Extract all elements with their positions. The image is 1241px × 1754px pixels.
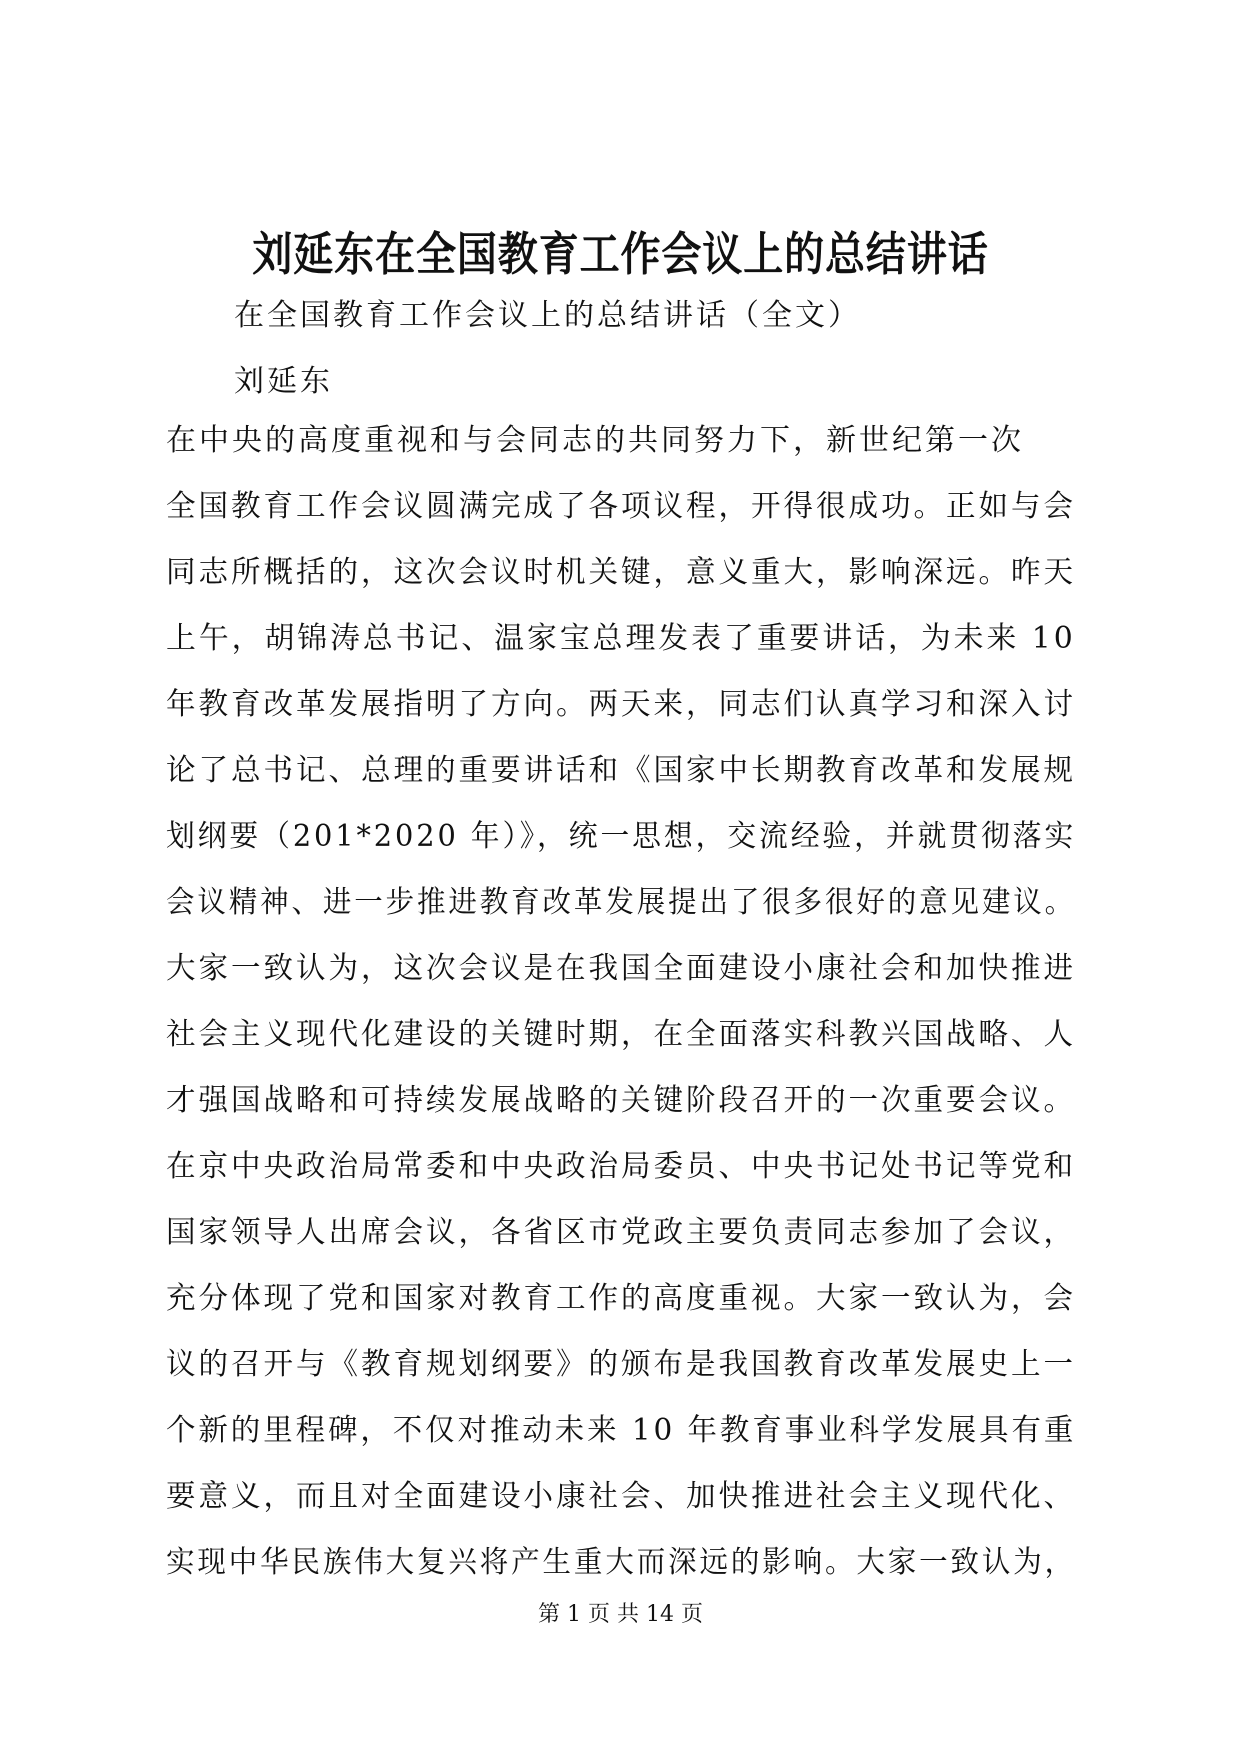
- body-line: 同志所概括的，这次会议时机关键，意义重大，影响深远。昨天: [166, 555, 1076, 590]
- document-subtitle: 在全国教育工作会议上的总结讲话（全文）: [234, 298, 861, 333]
- body-line: 要意义，而且对全面建设小康社会、加快推进社会主义现代化、: [166, 1479, 1076, 1514]
- body-line: 议的召开与《教育规划纲要》的颁布是我国教育改革发展史上一: [166, 1347, 1076, 1382]
- body-line: 国家领导人出席会议，各省区市党政主要负责同志参加了会议，: [166, 1215, 1076, 1250]
- body-line: 会议精神、进一步推进教育改革发展提出了很多很好的意见建议。: [166, 885, 1077, 920]
- document-title: 刘延东在全国教育工作会议上的总结讲话: [252, 227, 989, 281]
- body-line: 大家一致认为，这次会议是在我国全面建设小康社会和加快推进: [166, 951, 1076, 986]
- body-line: 在京中央政治局常委和中央政治局委员、中央书记处书记等党和: [166, 1149, 1076, 1184]
- body-line: 上午，胡锦涛总书记、温家宝总理发表了重要讲话，为未来 10: [166, 621, 1076, 656]
- page-number-footer: 第 1 页 共 14 页: [538, 1602, 703, 1627]
- body-line: 个新的里程碑，不仅对推动未来 10 年教育事业科学发展具有重: [166, 1413, 1077, 1448]
- body-line: 在中央的高度重视和与会同志的共同努力下，新世纪第一次: [166, 423, 1024, 458]
- body-line: 充分体现了党和国家对教育工作的高度重视。大家一致认为，会: [166, 1281, 1076, 1316]
- body-line: 才强国战略和可持续发展战略的关键阶段召开的一次重要会议。: [166, 1083, 1076, 1118]
- body-line: 年教育改革发展指明了方向。两天来，同志们认真学习和深入讨: [166, 687, 1076, 722]
- body-line: 论了总书记、总理的重要讲话和《国家中长期教育改革和发展规: [166, 753, 1076, 788]
- document-author: 刘延东: [234, 364, 333, 399]
- body-line: 社会主义现代化建设的关键时期，在全面落实科教兴国战略、人: [166, 1017, 1076, 1052]
- body-line: 实现中华民族伟大复兴将产生重大而深远的影响。大家一致认为，: [166, 1545, 1077, 1580]
- body-line: 全国教育工作会议圆满完成了各项议程，开得很成功。正如与会: [166, 489, 1076, 524]
- body-line: 划纲要（201*2020 年）》，统一思想，交流经验，并就贯彻落实: [166, 819, 1077, 854]
